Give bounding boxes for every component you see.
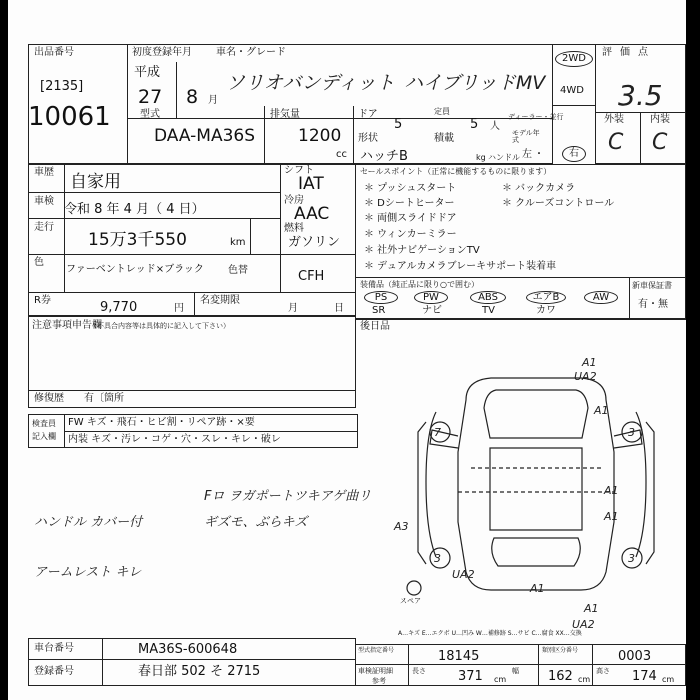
kg-unit: kg — [476, 153, 486, 162]
width-unit: cm — [578, 675, 591, 684]
color-code: CFH — [298, 269, 325, 284]
handwritten-note-2: ハンドル カバー付 — [34, 515, 143, 530]
load-label: 積載 — [434, 133, 454, 144]
repair-value: 有〔箇所 — [84, 393, 124, 404]
mark-a1-rear: A1 — [530, 582, 545, 595]
circled-7: 7 — [434, 426, 441, 439]
width-label: 幅 — [512, 667, 519, 675]
caution-sub: （不具合内容等は具体的に記入して下さい） — [90, 322, 230, 330]
handle-sep: ・ — [534, 149, 544, 160]
type-no-label: 型式指定番号 — [358, 647, 395, 654]
length-unit: cm — [494, 675, 507, 684]
length: 371 — [458, 669, 483, 684]
person-unit: 人 — [490, 121, 500, 132]
model-code: DAA-MA36S — [154, 126, 256, 146]
model-year-label: モデル年式 — [512, 129, 540, 144]
reg-month-unit: 月 — [208, 95, 218, 106]
handwritten-note-4: アームレスト キレ — [34, 565, 142, 580]
mileage: 15万3千550 — [88, 230, 187, 250]
drive-4wd: 4WD — [560, 85, 584, 96]
class-label: 類別区分番号 — [542, 647, 579, 654]
equip-sr: SR — [372, 305, 386, 316]
fuel: ガソリン — [288, 235, 341, 250]
exterior-grade: C — [608, 130, 624, 155]
diagram-legend: A…キズ E…エクボ U…凹み W…補修跡 S…サビ C…腐食 XX…交換 — [398, 630, 582, 637]
car-damage-diagram — [394, 352, 686, 631]
equipment-title: 装備品（純正品に限り○で囲む） — [360, 280, 479, 289]
color-label: 色 — [34, 257, 44, 268]
cc-unit: cc — [336, 149, 347, 160]
height-label: 高さ — [596, 667, 610, 675]
ac-label: 冷房 — [284, 195, 304, 206]
first-reg-label: 初度登録年月 — [132, 47, 192, 58]
inspection: 令和 8 年 4 月（ 4 日） — [64, 202, 205, 217]
era: 平成 — [134, 65, 161, 80]
handwritten-note-1: Fロ ヲガポートツキアゲ曲リ — [204, 489, 372, 504]
sales-points-title: セールスポイント（正常に機能するものに限ります） — [360, 167, 552, 176]
model-label: 型式 — [140, 109, 160, 120]
repair-label: 修復歴 — [34, 393, 64, 404]
score-label: 評価点 — [602, 47, 656, 58]
shift: IAT — [298, 174, 324, 194]
inspection-label: 車検 — [34, 196, 54, 207]
mark-a1-right-2: A1 — [604, 484, 619, 497]
shift-label: シフト — [284, 165, 314, 176]
name-change-label: 名変期限 — [200, 295, 240, 306]
ac: AAC — [294, 204, 330, 224]
dealer-label: ディーラー・並行 — [508, 113, 564, 121]
yen-unit: 円 — [174, 303, 184, 314]
circled-3-rl: 3 — [434, 552, 441, 565]
lot-number: 10061 — [28, 102, 111, 132]
equip-pw: PW — [414, 291, 448, 304]
sales-point-4: ＊ クルーズコントロール — [502, 198, 615, 209]
color: ファーベントレッド×ブラック — [66, 264, 204, 275]
auction-sheet — [8, 0, 686, 700]
mark-a1-right-1: A1 — [594, 404, 609, 417]
width: 162 — [548, 669, 573, 684]
sales-point-6: ＊ ウィンカーミラー — [364, 229, 457, 240]
dims-label: 車検証明細 — [358, 667, 393, 675]
interior-line: 内装 キズ・汚レ・コゲ・穴・スレ・キレ・破レ — [68, 434, 281, 445]
mileage-label: 走行 — [34, 222, 54, 233]
recycle: 9,770 — [100, 300, 138, 315]
doors: 5 — [394, 117, 403, 132]
name-grade-label: 車名・グレード — [216, 47, 286, 58]
color-no-label: 色替 — [228, 265, 248, 276]
score: 3.5 — [618, 79, 663, 112]
displacement-label: 排気量 — [270, 109, 300, 120]
reg-month: 8 — [186, 86, 199, 108]
car-grade: ハイブリッドMV — [404, 72, 546, 94]
sales-point-5: ＊ 両側スライドドア — [364, 213, 457, 224]
recycle-label: R券 — [34, 295, 51, 306]
mark-a1-front: A1 — [582, 356, 597, 369]
sales-point-7: ＊ 社外ナビゲーションTV — [364, 245, 480, 256]
mark-a1-rear-2: A1 — [584, 602, 599, 615]
warranty-value: 有・無 — [638, 299, 668, 310]
equip-airbag: エアB — [526, 291, 566, 304]
warranty-label: 新車保証書 — [632, 281, 672, 290]
ref-label: 参考 — [372, 677, 386, 685]
shape: ハッチB — [360, 149, 408, 164]
sales-point-3: ＊ Dシートヒーター — [364, 198, 455, 209]
equip-leather: カワ — [536, 305, 556, 316]
mark-a1-right-3: A1 — [604, 510, 619, 523]
length-label: 長さ — [412, 667, 426, 675]
handle-label: ハンドル — [488, 153, 520, 162]
equip-aw: AW — [584, 291, 618, 304]
history: 自家用 — [70, 172, 121, 192]
caution-label: 注意事項申告欄 — [32, 320, 102, 331]
equip-nav: ナビ — [422, 305, 442, 316]
height-unit: cm — [662, 675, 675, 684]
chassis-label: 車台番号 — [34, 643, 74, 654]
mark-a3-left: A3 — [394, 520, 409, 533]
equip-tv: TV — [482, 305, 495, 316]
entry-label: 記入欄 — [32, 432, 56, 441]
interior-grade: C — [652, 130, 668, 155]
handle-left: 左 — [522, 149, 532, 160]
chassis-number: MA36S-600648 — [138, 642, 238, 657]
circled-3-fr: 3 — [628, 426, 635, 439]
car-name: ソリオバンディット — [226, 72, 395, 94]
height: 174 — [632, 669, 657, 684]
handle-right: 右 — [562, 146, 586, 162]
sales-point-8: ＊ デュアルカメラブレーキサポート装着車 — [364, 261, 557, 272]
type-no: 18145 — [438, 649, 480, 664]
displacement: 1200 — [298, 126, 342, 146]
interior-label: 内装 — [650, 114, 670, 125]
km-unit: km — [230, 237, 246, 248]
spare-label: スペア — [400, 597, 421, 605]
shape-label: 形状 — [358, 133, 378, 144]
exterior-label: 外装 — [604, 114, 624, 125]
plate-label: 登録番号 — [34, 666, 74, 677]
history-label: 車歴 — [34, 167, 54, 178]
sales-point-2: ＊ バックカメラ — [502, 183, 576, 194]
month-label: 月 — [288, 303, 298, 314]
inspector-label: 検査員 — [32, 419, 56, 428]
equip-ps: PS — [364, 291, 398, 304]
handwritten-note-3: ギズモ、ぶらキズ — [204, 515, 308, 530]
drive-2wd: 2WD — [555, 51, 593, 67]
capacity-label: 定員 — [434, 107, 450, 116]
lot-bracket: [2135] — [40, 79, 84, 94]
later-label: 後日品 — [360, 321, 390, 332]
mark-ua2-front: UA2 — [574, 370, 597, 383]
reg-year: 27 — [138, 86, 163, 108]
day-label: 日 — [334, 303, 344, 314]
sales-point-1: ＊ プッシュスタート — [364, 183, 457, 194]
capacity: 5 — [470, 117, 479, 132]
equip-abs: ABS — [470, 291, 506, 304]
fuel-label: 燃料 — [284, 223, 304, 234]
mark-ua2-left: UA2 — [452, 568, 475, 581]
doors-label: ドア — [358, 109, 378, 120]
circled-3-rr: 3 — [628, 552, 635, 565]
lot-label: 出品番号 — [34, 47, 74, 58]
fw-line: FW キズ・飛石・ヒビ割・リペア跡・×要 — [68, 417, 255, 428]
mark-ua2-rear: UA2 — [572, 618, 595, 631]
class-no: 0003 — [618, 649, 652, 664]
plate-number: 春日部 502 そ 2715 — [138, 664, 261, 679]
